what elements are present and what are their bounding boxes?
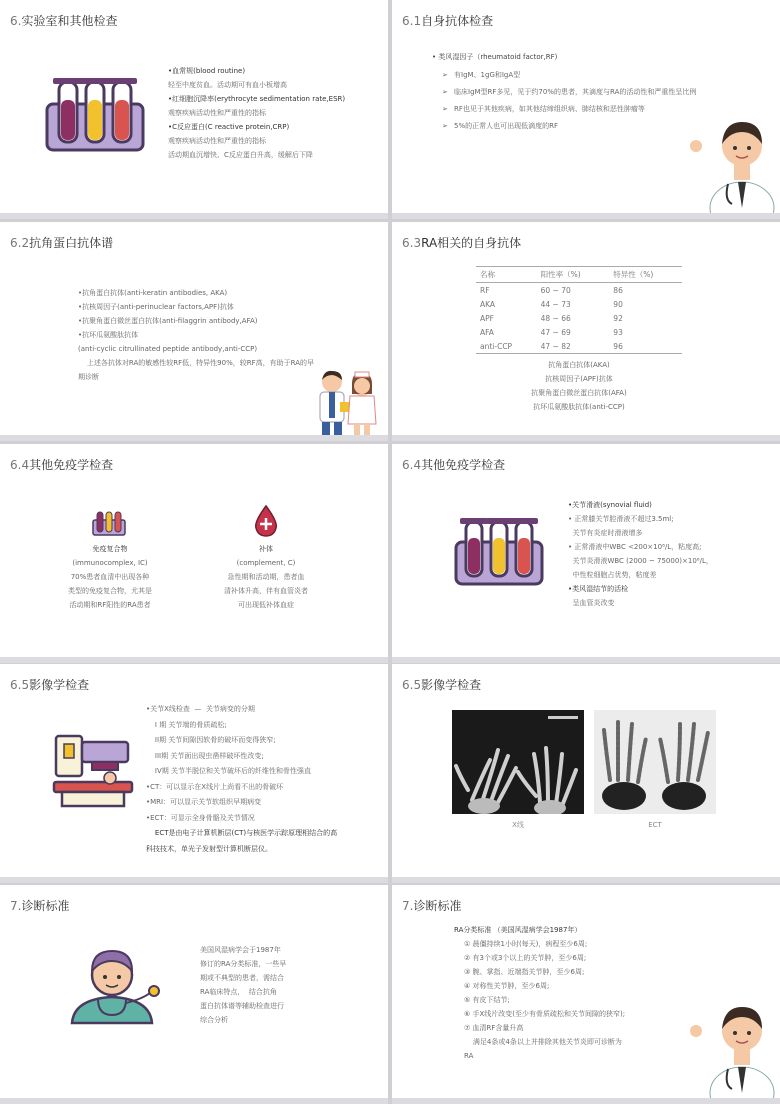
- ect-hands-image: [594, 710, 716, 814]
- test-tubes-icon: [454, 516, 544, 588]
- slide-title: 6.实验室和其他检查: [10, 14, 118, 28]
- text-line: 观察疾病活动性和严重性的指标: [168, 109, 266, 117]
- text-line: 抗核周因子(APF)抗体: [545, 375, 613, 383]
- table-row: [476, 325, 682, 339]
- slide-diagnosis-1: [0, 885, 388, 1104]
- text-line: 关节炎滑液WBC (2000 ~ 75000)×10⁶/L，: [568, 557, 713, 565]
- table-cell: APF: [480, 313, 494, 323]
- arrow-icon: ➢: [442, 71, 448, 79]
- text-line: 中性粒细胞占优势，粘度差: [568, 571, 657, 579]
- text-line: ⑥ 手X线片改变(至少有骨质疏松和关节间隙的狭窄);: [464, 1010, 626, 1018]
- text-line: 抗聚角蛋白微丝蛋白抗体(AFA): [531, 389, 627, 397]
- slide-lab-tests: [0, 0, 388, 219]
- text-line: ⑤ 有皮下结节;: [464, 996, 510, 1004]
- table-cell: AKA: [480, 299, 496, 309]
- medical-staff-illustration: [312, 368, 382, 440]
- text-line: 抗环瓜氨酸肽抗体(anti-CCP): [533, 403, 625, 411]
- text-line: ④ 对称性关节肿，至少6周;: [464, 982, 550, 990]
- text-line: •抗角蛋白抗体(anti-keratin antibodies, AKA): [78, 289, 228, 297]
- immunocomplex-block: 免疫复合物 (immunocomplex, IC) 70%患者血清中出现各种 类型的免疫复合物，尤其是 活动期和RF阳性的RA患者: [40, 542, 180, 612]
- text-line: 观察疾病活动性和严重性的指标: [168, 137, 266, 145]
- text-line: 类型的免疫复合物，尤其是: [68, 587, 152, 595]
- slide-title: 6.3RA相关的自身抗体: [402, 236, 522, 250]
- text-line: (immunocomplex, IC): [72, 559, 148, 567]
- text-line: 期或不典型的患者，需结合: [200, 974, 284, 982]
- text-line: IV期 关节半脱位和关节破坏后的纤维性和骨性强直: [146, 767, 311, 775]
- text-line: 抗角蛋白抗体(AKA): [548, 361, 610, 369]
- slide-title: 6.5影像学检查: [402, 678, 482, 692]
- table-cell: 96: [609, 339, 682, 354]
- table-cell: 92: [613, 313, 623, 323]
- text-line: ➢ 有IgM、1gG和IgA型: [442, 68, 730, 82]
- arrow-icon: ➢: [442, 122, 448, 130]
- arrow-icon: ➢: [442, 88, 448, 96]
- blood-drop-icon: [252, 504, 280, 538]
- criteria-list: [464, 937, 694, 1063]
- text-line: 可出现低补体血症: [238, 601, 294, 609]
- slide-ra-antibodies: [392, 222, 780, 441]
- text-line: •抗核周因子(anti-perinuclear factors,APF)抗体: [78, 303, 234, 311]
- text-line: 活动期和RF阳性的RA患者: [69, 601, 151, 609]
- text-line: •类风湿结节的活检: [568, 585, 629, 593]
- text-line: 70%患者血清中出现各种: [70, 573, 150, 581]
- table-header: 名称: [476, 267, 537, 283]
- criteria-heading: RA分类标准 （美国风湿病学会1987年）: [454, 926, 582, 934]
- table-cell: 90: [613, 299, 623, 309]
- slide-immunology-2: [392, 444, 780, 663]
- slide-autoantibody: [392, 0, 780, 219]
- text-line: (anti-cyclic citrullinated peptide antibody,anti-CCP): [78, 345, 258, 353]
- table-cell: 60 ~ 70: [540, 285, 571, 295]
- text-line: •抗聚角蛋白微丝蛋白抗体(anti-filaggrin antibody,AFA): [78, 317, 258, 325]
- text-line: 科技技术，单光子发射型计算机断层仪。: [146, 844, 272, 853]
- test-tubes-icon: [45, 76, 145, 156]
- slide-title: 6.4其他免疫学检查: [10, 458, 114, 472]
- slide-imaging-1: [0, 664, 388, 883]
- text-line: • 正常膝关节腔滑液不超过3.5ml;: [568, 515, 674, 523]
- test-tubes-icon: [92, 510, 126, 536]
- slide-title: 6.4其他免疫学检查: [402, 458, 506, 472]
- slide-immunology-1: [0, 444, 388, 663]
- text-line: 轻至中度贫血。活动期可有血小板增高: [168, 81, 287, 89]
- arrow-icon: ➢: [442, 105, 448, 113]
- text-line: 蛋白抗体谱等辅助检查进行: [200, 1002, 284, 1010]
- table-header: 阳性率（%): [537, 267, 610, 283]
- table-cell: AFA: [480, 327, 494, 337]
- text-line: ECT是由电子计算机断层(CT)与核医学示踪原理相结合的高: [146, 829, 338, 837]
- text-line: •红细胞沉降率(erythrocyte sedimentation rate,ESR): [168, 95, 346, 103]
- table-cell: RF: [480, 285, 490, 295]
- text-line: ➢ RF也见于其他疾病，如其他结缔组织病、肺结核和恶性肿瘤等: [442, 102, 730, 116]
- text-line: 满足4条或4条以上并排除其他关节炎即可诊断为: [464, 1038, 622, 1046]
- text-line: RA临床特点， 结合抗角: [200, 988, 277, 996]
- text-line: 综合分析: [200, 1016, 228, 1024]
- text-line: RA: [464, 1052, 474, 1060]
- text-line: •ECT：可显示全身骨骼及关节情况: [146, 813, 255, 822]
- text-line: 期诊断: [78, 373, 99, 381]
- table-cell: 47 ~ 82: [537, 339, 610, 354]
- text-line: •关节X线检查 — 关节病变的分期: [146, 705, 255, 713]
- antibody-notes: [476, 358, 682, 414]
- antibody-table: [476, 266, 682, 354]
- slide-title: 6.2抗角蛋白抗体谱: [10, 236, 114, 250]
- table-row: [476, 283, 682, 298]
- slide-title: 7.诊断标准: [10, 899, 70, 913]
- xray-caption: X线: [512, 821, 524, 829]
- slide-title: 7.诊断标准: [402, 899, 462, 913]
- text-line: 上述各抗体对RA的敏感性较RF低，特异性90%，较RF高，有助于RA的早: [78, 359, 314, 367]
- imaging-list: [146, 702, 384, 857]
- text-line: 修订的RA分类标准，一些早: [200, 960, 287, 968]
- xray-machine-icon: [52, 734, 134, 810]
- text-line: (complement, C): [236, 559, 296, 567]
- text-line: •抗环瓜氨酸肽抗体: [78, 331, 139, 339]
- slide-imaging-2: [392, 664, 780, 883]
- table-cell: 86: [613, 285, 623, 295]
- text-line: •血常规(blood routine): [168, 67, 246, 75]
- text-line: ② 有3个或3个以上的关节肿，至少6周;: [464, 954, 587, 962]
- table-cell: 93: [613, 327, 623, 337]
- table-row: [476, 297, 682, 311]
- lab-list: [168, 64, 383, 162]
- text-line: ① 晨僵持续1小时(每天)，病程至少6周;: [464, 940, 588, 948]
- text-line: II期 关节间隙因软骨的破坏而变得狭窄;: [146, 736, 276, 744]
- text-line: 急性期和活动期，患者血: [227, 573, 305, 581]
- text-line: III期 关节面出现虫凿样破坏性改变;: [146, 751, 264, 760]
- text-line: •关节滑液(synovial fluid): [568, 501, 652, 509]
- rf-heading: • 类风湿因子（rheumatoid factor,RF): [432, 53, 558, 61]
- slide-title: 6.1自身抗体检查: [402, 14, 494, 28]
- text-line: I 期 关节端的骨质疏松;: [146, 720, 227, 729]
- slide-diagnosis-2: [392, 885, 780, 1104]
- ect-caption: ECT: [648, 821, 662, 829]
- text-line: ⑦ 血清RF含量升高: [464, 1024, 524, 1032]
- table-cell: anti-CCP: [476, 339, 537, 354]
- synovial-list: [568, 498, 776, 610]
- doctor-avatar-icon: [62, 943, 162, 1025]
- diagnosis-note: [200, 943, 320, 1027]
- table-cell: 48 ~ 66: [540, 313, 571, 323]
- doctor-illustration: [684, 108, 776, 216]
- table-row: [476, 339, 682, 354]
- text-line: ➢ 5%的正常人也可出现低滴度的RF: [442, 119, 730, 133]
- text-line: ➢ 临床IgM型RF多见，见于约70%的患者，其滴度与RA的活动性和严重性呈比例: [442, 85, 730, 99]
- text-line: •MRI：可以显示关节软组织早期病变: [146, 798, 262, 806]
- text-line: • 正常滑液中WBC <200×10⁶/L，粘度高;: [568, 543, 702, 551]
- text-line: ③ 腕、掌指、近端指关节肿，至少6周;: [464, 968, 585, 976]
- xray-hands-image: [452, 710, 584, 814]
- doctor-illustration: [684, 993, 776, 1101]
- slide-keratin-antibodies: [0, 222, 388, 441]
- text-line: 呈血管炎改变: [568, 599, 615, 607]
- text-line: 活动期血沉增快、C反应蛋白升高，缓解后下降: [168, 151, 313, 159]
- text-line: •CT：可以显示在X线片上尚看不出的骨破坏: [146, 782, 284, 791]
- text-line: 关节有炎症时滑液增多: [568, 529, 643, 537]
- table-row: [476, 311, 682, 325]
- text-line: •C反应蛋白(C reactive protein,CRP): [168, 123, 290, 131]
- complement-block: 补体 (complement, C) 急性期和活动期，患者血 清补体升高，伴有血管炎者 可出现低补体血症: [196, 542, 336, 612]
- text-line: 美国风湿病学会于1987年: [200, 946, 281, 954]
- text-line: 清补体升高，伴有血管炎者: [224, 587, 308, 595]
- table-cell: 44 ~ 73: [540, 299, 571, 309]
- slide-title: 6.5影像学检查: [10, 678, 90, 692]
- table-header: 特异性（%): [609, 267, 682, 283]
- table-cell: 47 ~ 69: [540, 327, 571, 337]
